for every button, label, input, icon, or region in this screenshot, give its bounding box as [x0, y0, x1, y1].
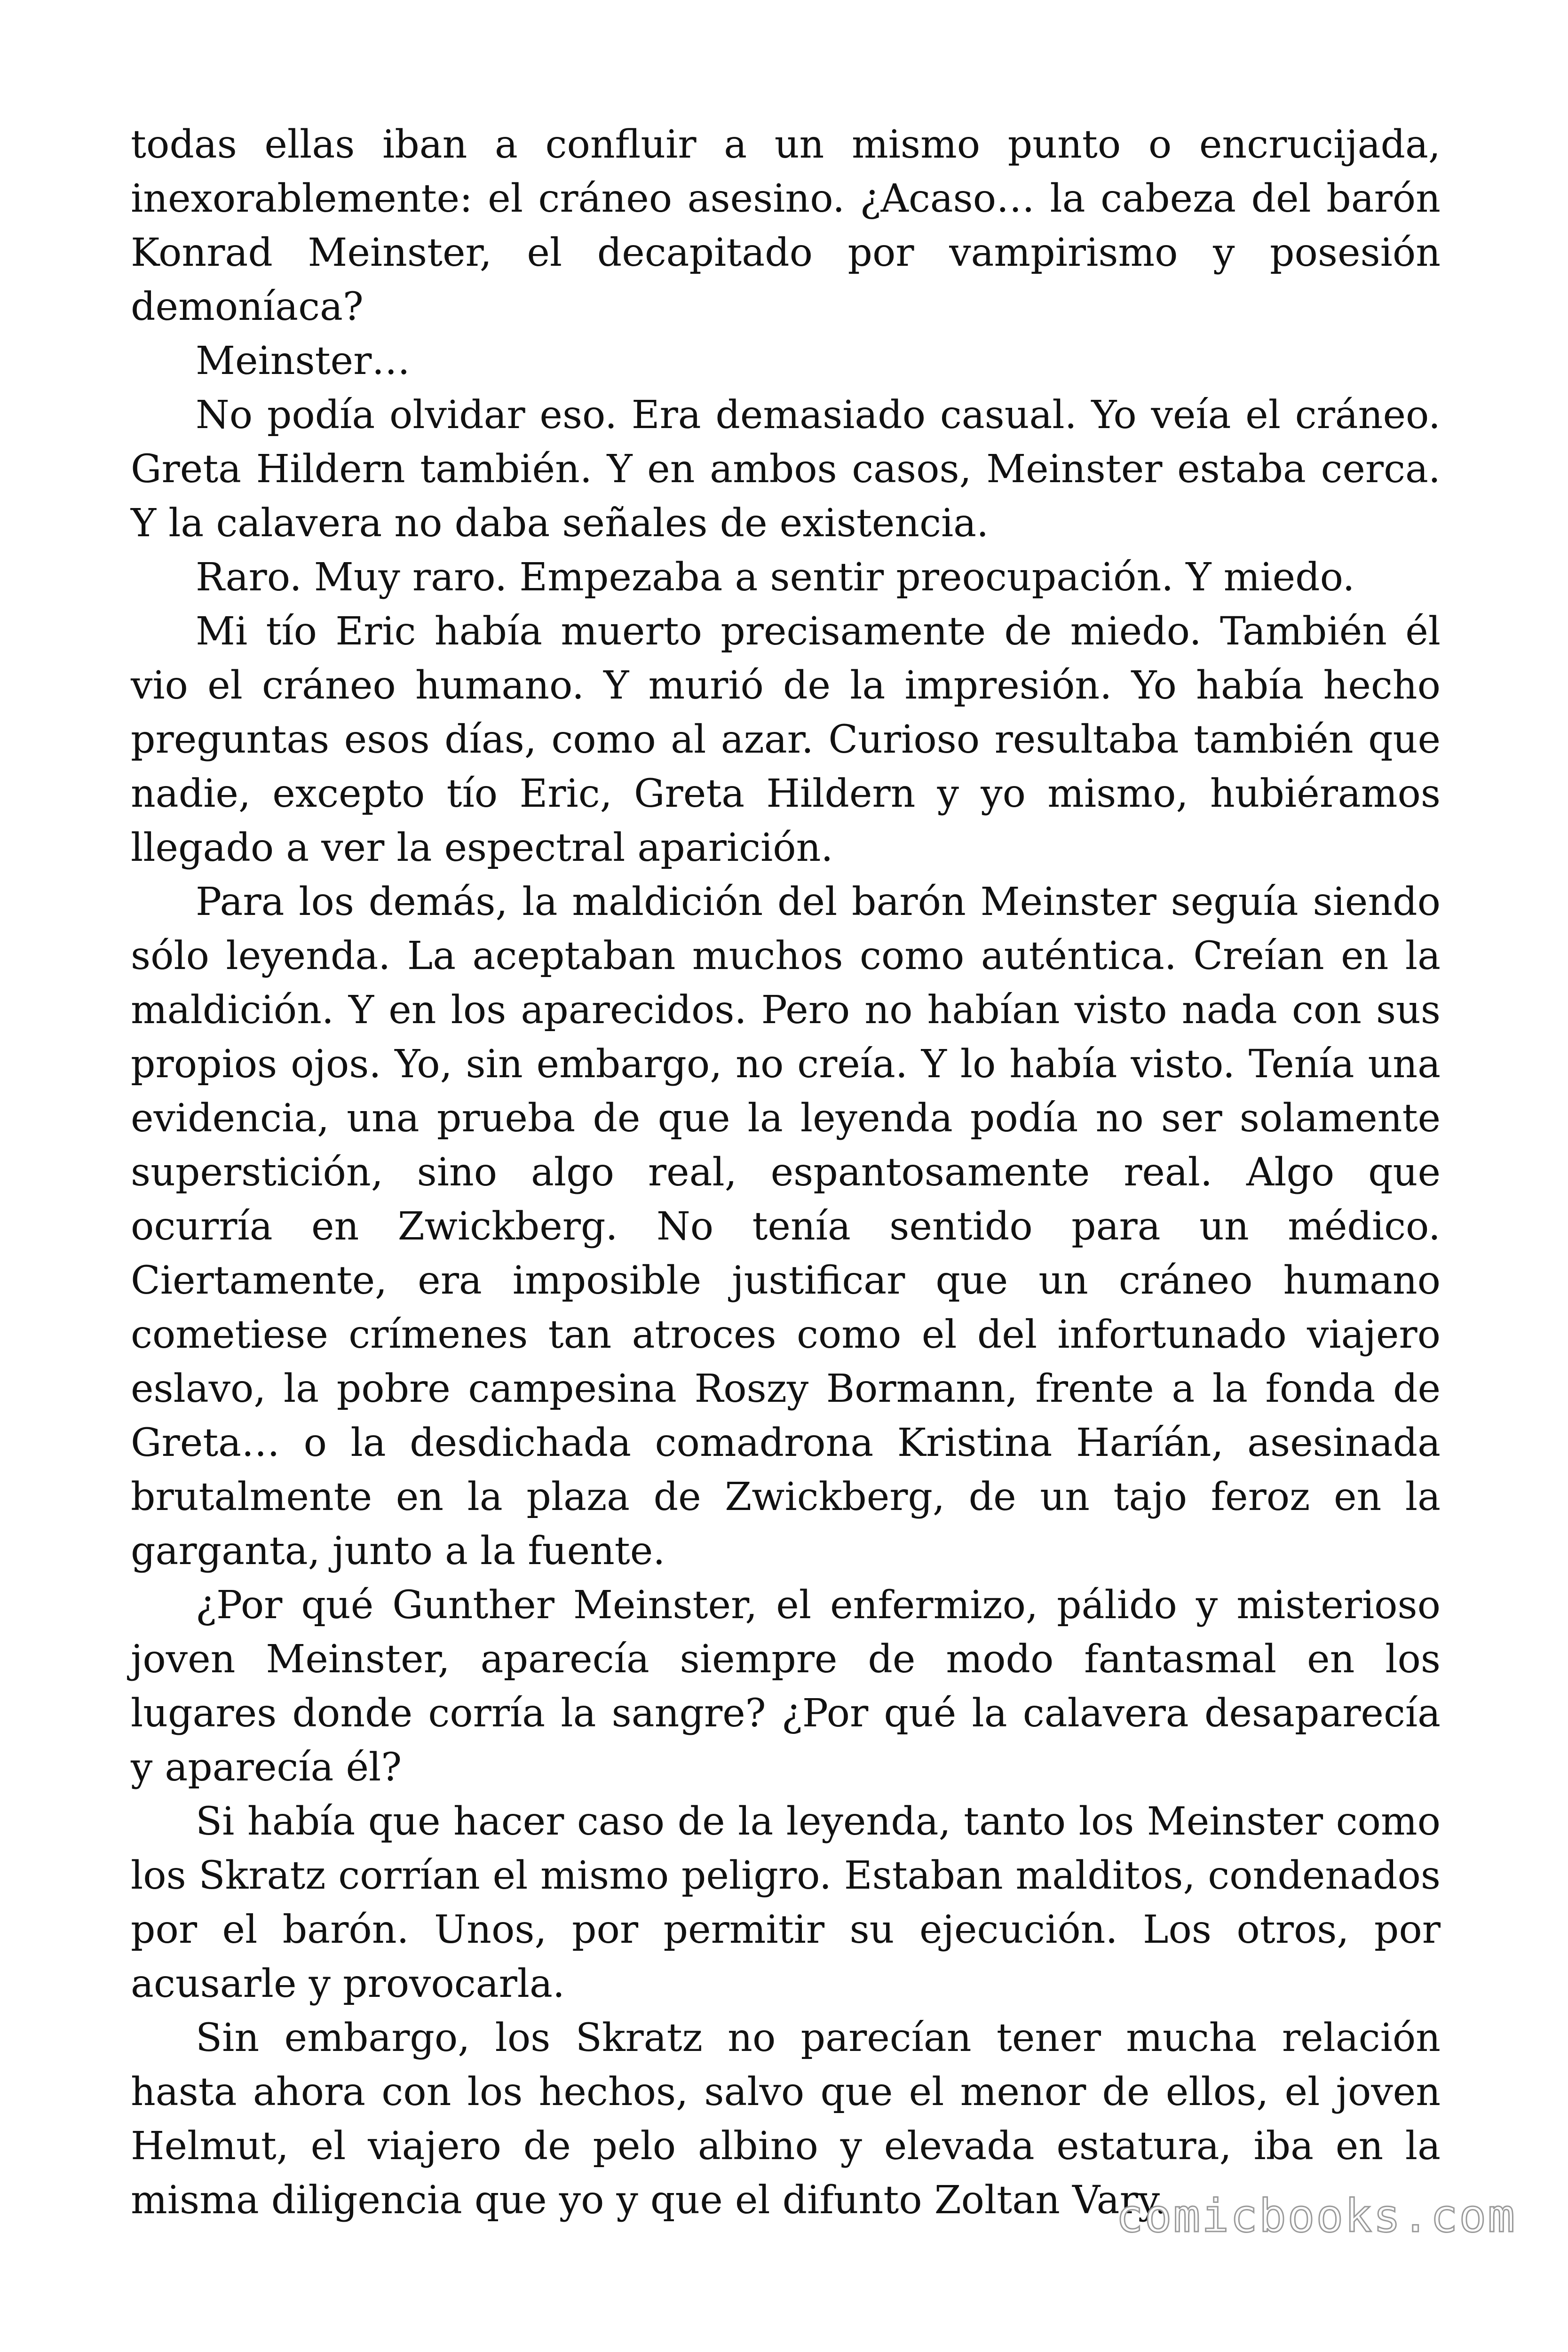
paragraph-4: Raro. Muy raro. Empezaba a sentir preocupación. Y miedo.	[196, 555, 1355, 600]
paragraph-7: ¿Por qué Gunther Meinster, el enfermizo, pálido y misterioso joven Meinster, aparecía siempre de modo fantasmal en los lugares donde corría la sangre? ¿Por qué la calavera desaparecía y aparecía él?	[131, 1583, 1441, 1790]
site-watermark: comicbooks.com	[1116, 2190, 1516, 2242]
paragraph-8: Si había que hacer caso de la leyenda, tanto los Meinster como los Skratz corrían el mismo peligro. Estaban malditos, condenados por el barón. Unos, por permitir su ejecución. Los otros, por acusarle y provocarla.	[131, 1799, 1441, 2006]
paragraph-1: todas ellas iban a confluir a un mismo punto o encrucijada, inexorablemente: el cráneo asesino. ¿Acaso… la cabeza del barón Konrad Meinster, el decapitado por vampirismo y posesión demoníaca?	[131, 122, 1441, 329]
paragraph-5: Mi tío Eric había muerto precisamente de miedo. También él vio el cráneo humano. Y murió de la impresión. Yo había hecho preguntas esos días, como al azar. Curioso resultaba también que nadie, excepto tío Eric, Greta Hildern y yo mismo, hubiéramos llegado a ver la espectral aparición.	[131, 609, 1441, 870]
paragraph-6: Para los demás, la maldición del barón Meinster seguía siendo sólo leyenda. La aceptaban muchos como auténtica. Creían en la maldición. Y en los aparecidos. Pero no habían visto nada con sus propios ojos. Yo, sin embargo, no creía. Y lo había visto. Tenía una evidencia, una prueba de que la leyenda podía no ser solamente superstición, sino algo real, espantosamente real. Algo que ocurría en Zwickberg. No tenía sentido para un médico. Ciertamente, era imposible justificar que un cráneo humano cometiese crímenes tan atroces como el del infortunado viajero eslavo, la pobre campesina Roszy Bormann, frente a la fonda de Greta… o la desdichada comadrona Kristina Haríán, asesinada brutalmente en la plaza de Zwickberg, de un tajo feroz en la garganta, junto a la fuente.	[131, 880, 1441, 1573]
page-text	[131, 118, 1441, 2227]
paragraph-9: Sin embargo, los Skratz no parecían tener mucha relación hasta ahora con los hechos, salvo que el menor de ellos, el joven Helmut, el viajero de pelo albino y elevada estatura, iba en la misma diligencia que yo y que el difunto Zoltan Vary.	[131, 2016, 1441, 2223]
paragraph-2: Meinster…	[196, 339, 411, 383]
paragraph-3: No podía olvidar eso. Era demasiado casual. Yo veía el cráneo. Greta Hildern también. Y en ambos casos, Meinster estaba cerca. Y la calavera no daba señales de existencia.	[131, 393, 1441, 546]
